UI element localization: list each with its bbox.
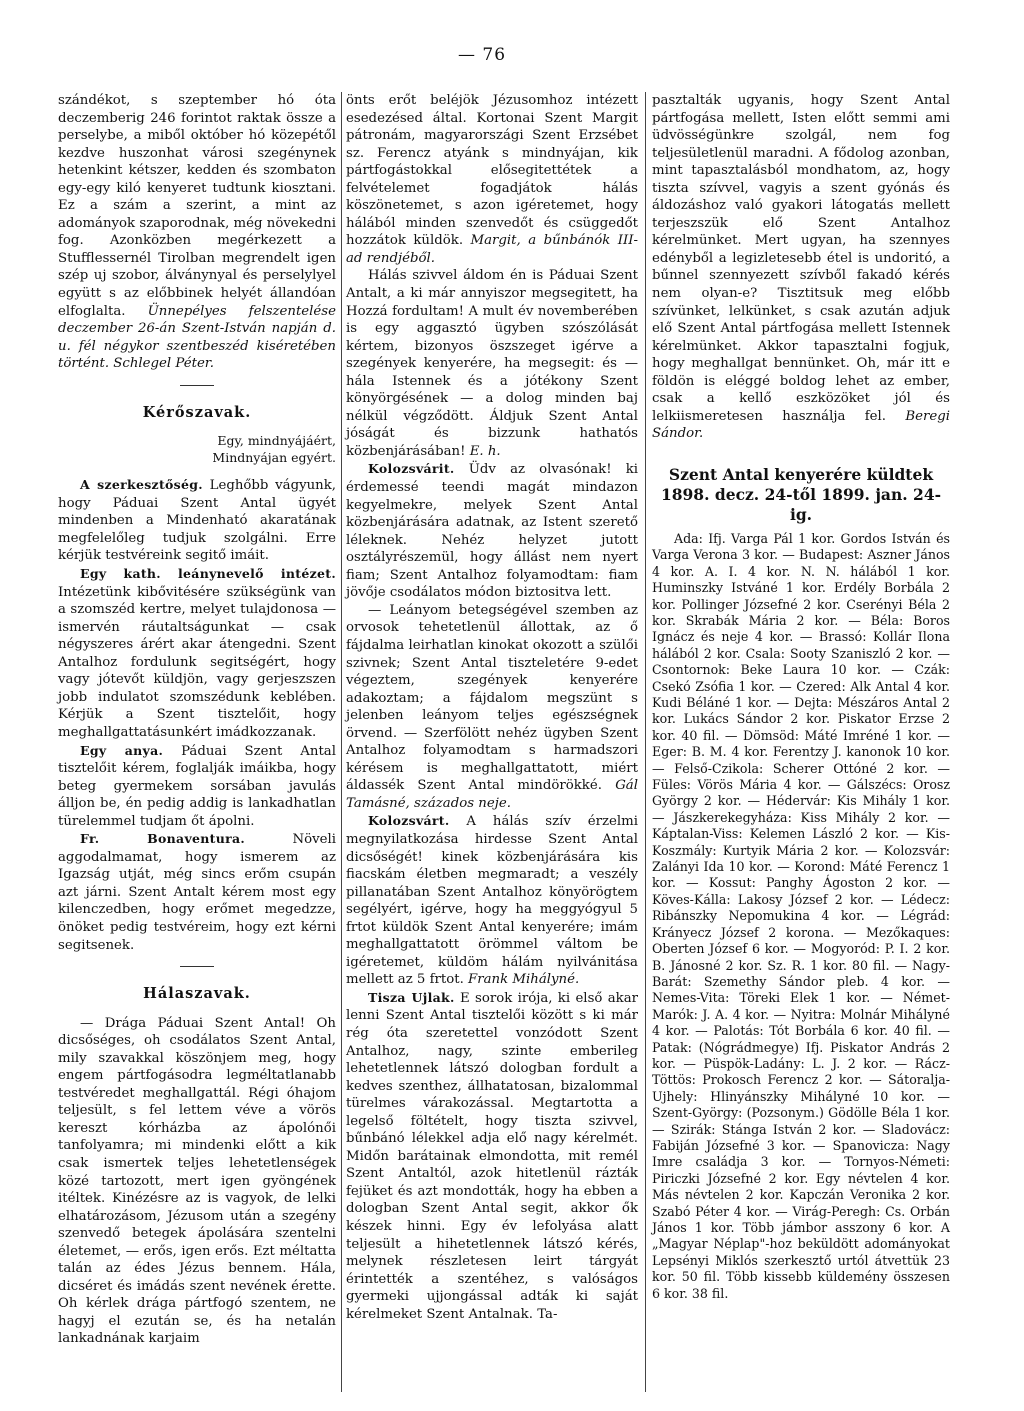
left-column — [58, 92, 336, 1348]
entry-text: Növeli aggodalmamat, hogy ismerem az Igazság utját, még sincs erőm csupán azt járni. Szent Antalt kérem most egy kilenczedben, hogy erőmet megedzze, önöket pedig testvéreim, hogy ezt kérni segitsenek. — [58, 832, 336, 953]
separator-rule — [180, 385, 214, 386]
entry-text: — Leányom betegségével szemben az orvosok tehetetlenül állottak, az ő fájdalma leirhatlan kinokat okozott a szülői szivnek; Szent Antal tiszteletére 9-edet végeztem, szegények kenyerére adakoztam; a fájdalom megszünt s jelenben leányom teljes egészségnek örvend. — Szerfölött nehéz ügyben Szent Antalhoz folyamodtam s harmadszori kérésem is meghallgattatott, miért áldassék Szent Antal mindörökké. — [346, 602, 638, 794]
entry-text: E sorok irója, ki első akar lenni Szent Antal tisztelői között s ki már rég óta szeretettel vonzódott Szent Antalhoz, nagy, szinte emberileg lehetetlennek látszó dologban fordult a kedves szenthez, állhatatosan, bizalommal türelmes várakozással. Megtartotta a legelső föltételt, hogy tiszta szivvel, bűnbánó lélekkel adja elő nagy kérelmét. Midőn barátainak elmondotta, mit remél Szent Antaltól, azok hitetlenül rázták fejüket és azt mondották, hogy ha ebben a dologban Szent Antal segit, akkor ők készek hinni. Egy év lefolyása alatt teljesült a hihetetlennek látszó kérés, melynek részletesen leirt tárgyát érintették a szentéhez, s valóságos gyermeki ujjongással adták ki saját kérelmeket Szent Antalnak. Ta- — [346, 990, 638, 1322]
entry-text: Páduai Szent Antal tisztelőit kérem, foglalják imáikba, hogy beteg gyermekem sorsában javulás álljon be, én pedig addig is lankadhatlan türelemmel tudjam őt ápolni. — [58, 743, 336, 829]
request-entry — [58, 565, 336, 741]
motto-line: Mindnyájan egyért. — [212, 449, 336, 465]
thanks-entry — [346, 92, 638, 267]
entry-text: pasztalták ugyanis, hogy Szent Antal pártfogása mellett, Isten előtt semmi ami üdvösségünkre szolgál, nem fog teljesületlenül maradni. A fődolog azonban, mint tapasztalásból mondhatom, az, hogy tiszta szívvel, vagyis a szent gyónás és áldozáshoz való gyakori látogatás mellett terjeszszük elő Szent Antalhoz kérelmünket. Mert ugyan, ha szennyes edényből a legizletesebb étel is undoritó, a bűnnel szennyezett szívből fakadó kérés nem olyan-e? Tisztitsuk meg előbb szívünket, lelkünket, s csak azután adjuk elő Szent Antal pártfogása mellett Istennek kérelmünket. Akkor tapasztalni fogjuk, hogy meghallgat bennünket. Oh, már itt e földön is eléggé boldog lehet az ember, csak a kellő eszközöket jól és lelkiismeretesen használja fel. — [652, 93, 950, 424]
donations-list: Ada: Ifj. Varga Pál 1 kor. Gordos István és Varga Verona 3 kor. — Budapest: Aszner János 4 kor. A. I. 4 kor. N. N. hálából 1 kor. Huminszky Istváné 1 kor. Erdély Borbála 2 kor. Pollinger Józsefné 2 kor. Cserényi Béla 2 kor. Skrabák Mária 2 kor. — Béla: Boros Ignácz és neje 4 kor. — Brassó: Kollár Ilona hálából 2 kor. Csala: Sooty Szaniszló 2 kor. — Csontornok: Beke Laura 10 kor. — Czák: Csekó Zsófia 1 kor. — Czered: Alk Antal 4 kor. Kudi Béláné 1 kor. — Dejta: Mészáros Antal 2 kor. Lukács Sándor 2 kor. Piskator Erzse 2 kor. 40 fil. — Dömsöd: Máté Imréné 1 kor. — Eger: B. M. 4 kor. Ferentzy J. kanonok 10 kor. — Felső-Czikola: Scherer Ottóné 2 kor. — Füles: Vörös Mária 4 kor. — Gálszécs: Orosz György 2 kor. — Hédervár: Kis Mihály 1 kor. — Jászkerekegyháza: Kiss Mihály 2 kor. — Káptalan-Viss: Kelemen László 2 kor. — Kis-Koszmály: Kurtyik Mária 2 kor. — Kolozsvár: Zalányi Ida 10 kor. — Korond: Máté Ferencz 1 kor. — Kossut: Panghy Ágoston 2 kor. — Köves-Kálla: Lakosy József 2 kor. — Lédecz: Ribánszky Nepomukina 4 kor. — Légrád: Krányecz József 2 korona. — Mezőkaques: Oberten József 6 kor. — Mogyoród: P. I. 2 kor. B. Jánosné 2 kor. Sz. R. 1 kor. 80 fil. — Nagy-Barát: Szemethy Sándor pleb. 4 kor. — Nemes-Vita: Töreki Elek 1 kor. — Német-Marók: J. A. 4 kor. — Nyitra: Molnár Mihályné 4 kor. — Palotás: Tót Borbála 6 kor. 40 fil. — Patak: (Nógrádmegye) Ifj. Piskator András 2 kor. — Püspök-Ladány: L. J. 2 kor. — Rácz-Töttös: Prokosch Ferencz 2 kor. — Sátoralja-Ujhely: Hlinyánszky Mihályné 10 kor. — Szent-György: (Pozsonym.) Gödölle Béla 1 kor. — Szirák: Stánga István 2 kor. — Sladovácz: Fabiján Józsefné 3 kor. — Spanovicza: Nagy Imre családja 3 kor. — Tornyos-Németi: Piriczki Józsefné 2 kor. Egy névtelen 4 kor. Más névtelen 2 kor. Kapczán Veronika 2 kor. Szabó Péter 4 kor. — Virág-Peregh: Cs. Orbán János 1 kor. Több jámbor asszony 6 kor. A „Magyar Néplap"-hoz beküldött adományokat Lepsényi Miklós szerkesztő urtól átvettük 23 kor. 50 fil. Több kissebb küldemény összesen 6 kor. 38 fil. — [652, 530, 950, 1301]
entry-author: A szerkesztőség. — [80, 477, 203, 493]
section-heading-thanks: Hálaszavak. — [143, 985, 251, 1003]
column-divider — [645, 92, 646, 1392]
entry-author: Fr. Bonaventura. — [80, 831, 246, 847]
entry-author: Egy kath. leánynevelő intézet. — [80, 566, 336, 582]
request-entry — [58, 830, 336, 954]
middle-column — [346, 92, 638, 1323]
request-entry — [58, 742, 336, 831]
donations-heading — [652, 465, 950, 525]
entry-signature: Margit, a bűnbánók III-ad rendjéből. — [346, 233, 638, 266]
entry-text: Hálás szivvel áldom én is Páduai Szent Antalt, a ki már annyiszor megsegitett, ha Hozzá fordultam! A mult év novemberében is egy aggasztó ügyben szószólását kértem, bizonyos öszszeget igérve a szegények kenyerére, ha megsegit: és — hála Istennek és a jótékony Szent könyörgésének — a dolog minden baj nélkül végződött. Áldjuk Szent Antal jóságát és bizzunk hathatós közbenjárásában! — [346, 268, 638, 459]
entry-text: önts erőt beléjök Jézusomhoz intézett esedezésed által. Kortonai Szent Margit pátronám, magyarországi Szent Erzsébet sz. Ferencz atyánk s mindnyájan, kik pártfogástokkal elősegitettétek a felvételemet fogadjátok hálás köszönetemet, s azon igéretemet, hogy hálából minden szenvedőt és csüggedőt hozzátok küldök. — [346, 93, 638, 249]
separator-rule — [180, 966, 214, 967]
entry-signature: E. h. — [469, 443, 501, 459]
thanks-entry — [346, 267, 638, 460]
entry-place: Kolozsvárit. — [368, 461, 455, 477]
thanks-entry — [652, 92, 950, 443]
entry-signature: Frank Mihályné. — [468, 972, 580, 988]
thanks-entry — [346, 602, 638, 813]
entry-place: Kolozsvárt. — [368, 813, 450, 829]
entry-text: Intézetünk kibővitésére szükségünk van a szomszéd kertre, melyet tulajdonosa — ismervén ráutaltságunkat — csak négyszeres árért akar átengedni. Szent Antalhoz fordulunk segitségért, hogy vagy jótevőt küldjön, vagy gerjeszszen jobb indulatot szomszédunk keblében. Kérjük a Szent tisztelőit, hogy meghallgattatásunkért imádkozzanak. — [58, 584, 336, 740]
motto-line: Egy, mindnyájáért, — [217, 433, 336, 449]
page-number: — 76 — [458, 45, 507, 65]
entry-signature: Beregi Sándor. — [652, 408, 950, 442]
donations-heading-line: 1898. decz. 24-től 1899. jan. 24-ig. — [660, 484, 942, 524]
consecration-note: Ünnepélyes felszentelése deczember 26-án Szent-István napján d. u. fél négykor szentbeszéd kiséretében történt. Schlegel Péter. — [58, 303, 336, 372]
entry-place: Tisza Ujlak. — [368, 989, 455, 1005]
request-entry — [58, 476, 336, 565]
entry-text: A hálás szív érzelmi megnyilatkozása hirdesse Szent Antal dicsőségét! kinek közbenjárására kis fiacskám életben megmaradt; a veszély pillanatában Szent Antalhoz könyörögtem segélyért, igérve, hogy ha meggyógyul 5 frtot küldök Szent Antal kenyerére; imám meghallgattatott örömmel váltom be igéretemet, küldöm hálám nyilvánitása mellett az 5 frtot. — [346, 814, 638, 988]
entry-text: Leghőbb vágyunk, hogy Páduai Szent Antal ügyét mindenben a Mindenható akaratának megfelelőleg tudjuk szolgálni. Erre kérjük testvéreink segitő imáit. — [58, 478, 337, 564]
motto — [58, 433, 336, 466]
entry-signature: Gál Tamásné, százados neje. — [346, 778, 638, 811]
entry-text: Üdv az olvasónak! ki érdemessé teendi magát mindazon kegyelmekre, melyek Szent Antal közbenjárására adatnak, az Istent szerető léleknek. Nehéz helyzet jutott osztályrészemül, hogy állást nem nyert fiam; Szent Antalhoz folyamodtam: fiam jövője csodálatos módon biztositva lett. — [346, 462, 638, 601]
paragraph-text: szándékot, s szeptember hó óta deczemberig 246 forintot raktak össze a perselybe, a miből október hó közepétől kezdve huszonhat városi szegénynek hetenkint kétszer, kedden és szombaton egy-egy kiló kenyeret tudtunk kiosztani. Ez a szám a szerint, a mint az adományok szaporodnak, még növekedni fog. Azonközben megérkezett a Stufflessernél Tirolban megrendelt igen szép uj szobor, álványnyal és perselylyel együtt s az előbbinek helyét állandóan elfoglalta. — [58, 93, 336, 319]
thanks-entry: — Drága Páduai Szent Antal! Oh dicsőséges, oh csodálatos Szent Antal, mily szavakkal köszönjem meg, hogy engem pártfogásodra legméltatlanabb testvéredet meghallgattál. Régi óhajom teljesült, s fel lettem véve a vörös kereszt kórházba az ápolónői tanfolyamra; mi mindenki előtt a kik csak ismertek teljes lehetetlenségek közé tartozott, mert igen gyöngének itéltek. Kinézésre az is vagyok, de lelki elhatározásom, Jézusom után a szegény szenvedő betegek ápolására szentelni életemet, — erős, igen erős. Ezt méltatta talán az édes Jézus bennem. Hála, dicséret és imádás szent nevének érette. Oh kérlek drága pártfogó szentem, ne hagyj el ezután se, és ha netalán lankadnának karjaim — [58, 1015, 336, 1347]
section-heading-requests: Kérőszavak. — [142, 403, 252, 421]
donations-heading-line: Szent Antal kenyerére küldtek — [668, 464, 934, 484]
thanks-entry — [346, 812, 638, 988]
right-column — [652, 92, 950, 1302]
thanks-entry — [346, 460, 638, 601]
thanks-entry — [346, 989, 638, 1323]
entry-author: Egy anya. — [80, 742, 164, 758]
column-divider — [341, 92, 342, 1392]
paragraph — [58, 92, 336, 373]
